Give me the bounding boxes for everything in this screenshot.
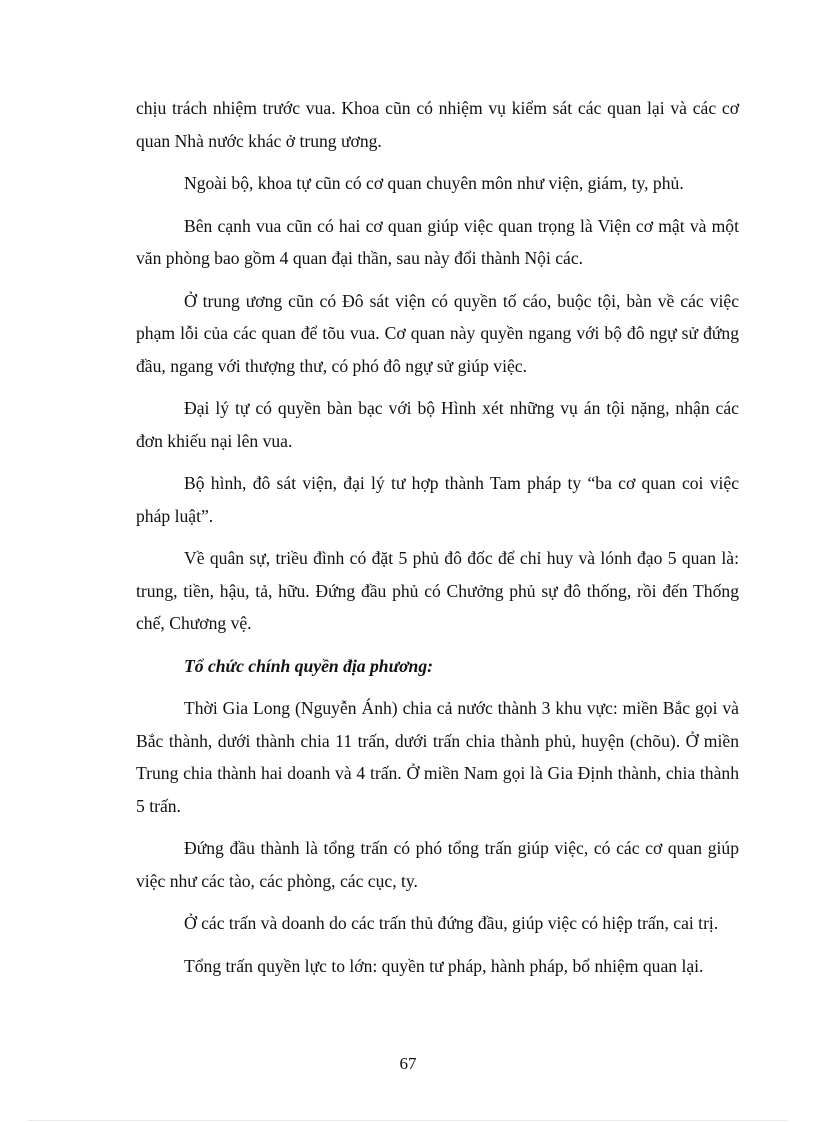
paragraph-specialized-agencies: Ngoài bộ, khoa tự cũn có cơ quan chuyên môn như viện, giám, ty, phủ.: [184, 173, 684, 193]
paragraph-continuation: chịu trách nhiệm trước vua. Khoa cũn có nhiệm vụ kiểm sát các quan lại và các cơ quan Nhà nước khác ở trung ương.: [136, 98, 739, 151]
paragraph-military: Về quân sự, triều đình có đặt 5 phủ đô đốc để chỉ huy và lónh đạo 5 quan là: trung, tiền, hậu, tả, hữu. Đứng đầu phủ có Chưởng phủ sự đô thống, rồi đến Thống chế, Chương vệ.: [136, 548, 739, 633]
paragraph-governor-general: Đứng đầu thành là tổng trấn có phó tổng trấn giúp việc, có các cơ quan giúp việc như các tào, các phòng, các cục, ty.: [136, 838, 739, 891]
document-body: [136, 92, 739, 992]
section-heading-local-government: Tổ chức chính quyền địa phương:: [184, 655, 434, 676]
paragraph-censorate: Ở trung ương cũn có Đô sát viện có quyền tố cáo, buộc tội, bàn về các việc phạm lỗi của các quan để tõu vua. Cơ quan này quyền ngang với bộ đô ngự sử đứng đầu, ngang với thượng thư, có phó đô ngự sử giúp việc.: [136, 290, 739, 376]
paragraph-governor-powers: Tổng trấn quyền lực to lớn: quyền tư pháp, hành pháp, bổ nhiệm quan lại.: [184, 955, 704, 976]
page-number: 67: [399, 1054, 417, 1073]
paragraph-privy-council: Bên cạnh vua cũn có hai cơ quan giúp việc quan trọng là Viện cơ mật và một văn phòng bao gồm 4 quan đại thần, sau này đổi thành Nội các.: [136, 215, 739, 268]
paragraph-provinces: Ở các trấn và doanh do các trấn thủ đứng đầu, giúp việc có hiệp trấn, cai trị.: [184, 913, 719, 933]
footer-divider: [28, 1120, 788, 1121]
paragraph-gia-long-regions: Thời Gia Long (Nguyễn Ánh) chia cả nước thành 3 khu vực: miền Bắc gọi và Bắc thành, dưới thành chia 11 trấn, dưới trấn chia thành phủ, huyện (chõu). Ở miền Trung chia thành hai doanh và 4 trấn. Ở miền Nam gọi là Gia Định thành, chia thành 5 trấn.: [136, 698, 739, 816]
paragraph-three-judicial-offices: Bộ hình, đô sát viện, đại lý tư hợp thành Tam pháp ty “ba cơ quan coi việc pháp luật”.: [136, 473, 739, 526]
paragraph-court-of-revision: Đại lý tự có quyền bàn bạc với bộ Hình xét những vụ án tội nặng, nhận các đơn khiếu nại lên vua.: [136, 398, 739, 451]
